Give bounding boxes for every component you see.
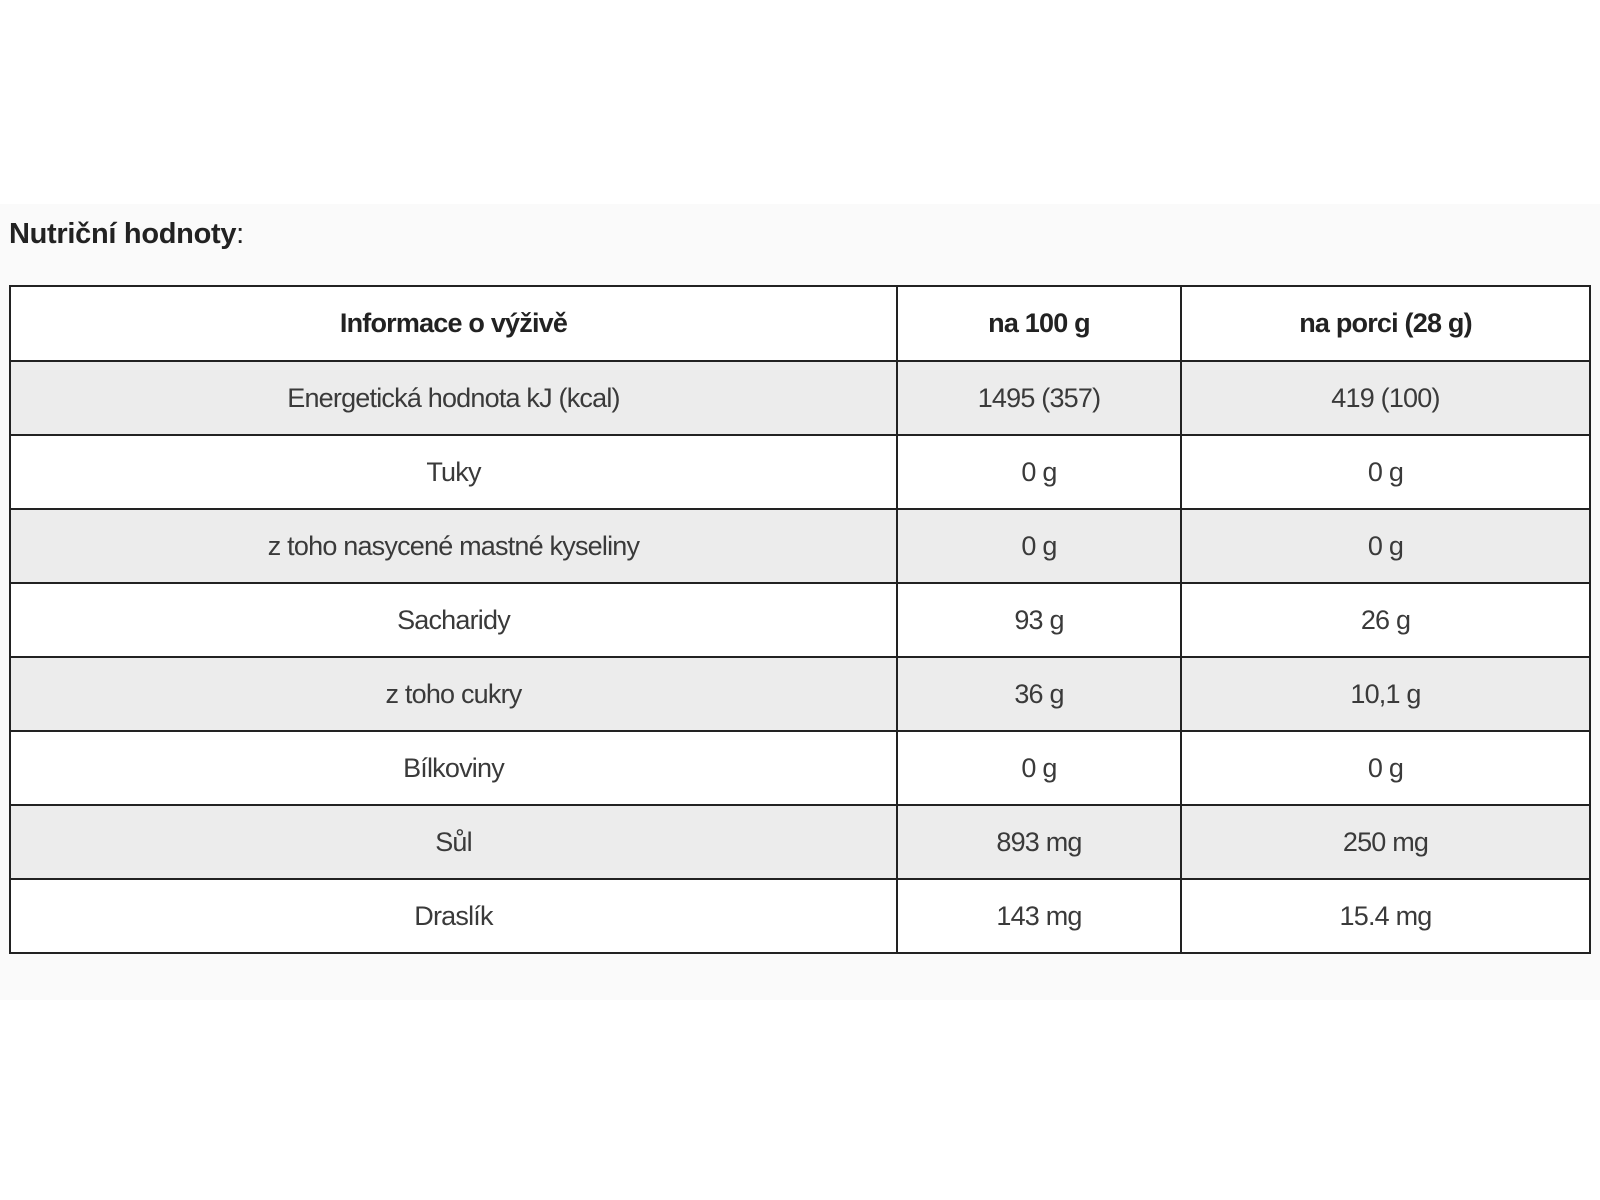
row-label: Sacharidy: [10, 583, 897, 657]
header-nutrition-info: Informace o výživě: [10, 286, 897, 361]
section-heading-colon: :: [236, 218, 244, 250]
row-value-per-100g: 0 g: [897, 435, 1181, 509]
row-label: Tuky: [10, 435, 897, 509]
row-label: z toho nasycené mastné kyseliny: [10, 509, 897, 583]
section-heading: [9, 214, 244, 254]
header-per-100g: na 100 g: [897, 286, 1181, 361]
row-value-per-100g: 0 g: [897, 731, 1181, 805]
header-per-serving: na porci (28 g): [1181, 286, 1590, 361]
row-value-per-100g: 0 g: [897, 509, 1181, 583]
row-value-per-serving: 15.4 mg: [1181, 879, 1590, 953]
table-header-row: [10, 286, 1590, 361]
row-value-per-serving: 26 g: [1181, 583, 1590, 657]
row-label: Bílkoviny: [10, 731, 897, 805]
row-value-per-100g: 36 g: [897, 657, 1181, 731]
table-row-fat: [10, 435, 1590, 509]
row-value-per-serving: 250 mg: [1181, 805, 1590, 879]
table-row-sugars: [10, 657, 1590, 731]
row-value-per-100g: 143 mg: [897, 879, 1181, 953]
table-row-potassium: [10, 879, 1590, 953]
row-label: z toho cukry: [10, 657, 897, 731]
table-row-saturated-fat: [10, 509, 1590, 583]
nutrition-table: [9, 285, 1591, 954]
row-label: Sůl: [10, 805, 897, 879]
table-row-protein: [10, 731, 1590, 805]
row-value-per-100g: 893 mg: [897, 805, 1181, 879]
row-value-per-serving: 10,1 g: [1181, 657, 1590, 731]
table-row-energy: [10, 361, 1590, 435]
row-label: Draslík: [10, 879, 897, 953]
row-value-per-serving: 0 g: [1181, 435, 1590, 509]
row-value-per-100g: 1495 (357): [897, 361, 1181, 435]
row-value-per-serving: 0 g: [1181, 731, 1590, 805]
table-row-salt: [10, 805, 1590, 879]
row-value-per-serving: 0 g: [1181, 509, 1590, 583]
row-value-per-100g: 93 g: [897, 583, 1181, 657]
row-value-per-serving: 419 (100): [1181, 361, 1590, 435]
table-row-carbohydrates: [10, 583, 1590, 657]
section-heading-label: Nutriční hodnoty: [9, 218, 237, 250]
row-label: Energetická hodnota kJ (kcal): [10, 361, 897, 435]
